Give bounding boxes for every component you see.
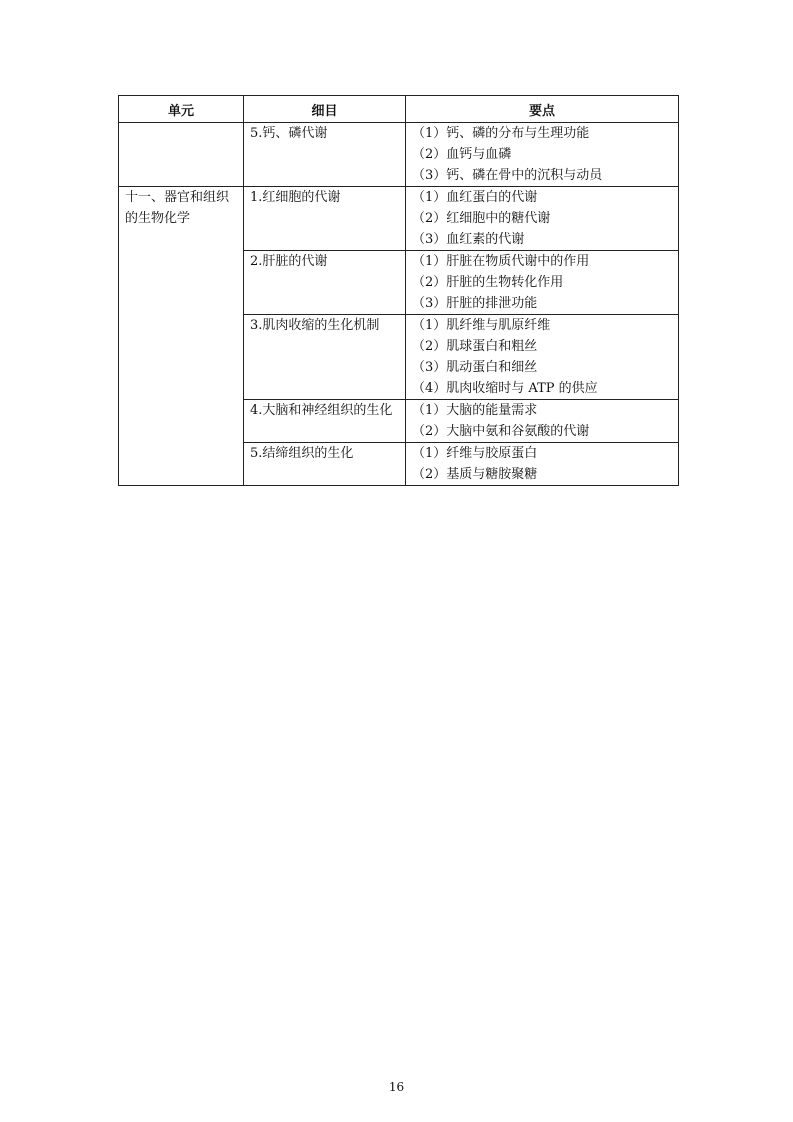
unit-cell (119, 187, 244, 486)
table-row (119, 187, 679, 251)
page-number: 16 (388, 1080, 405, 1094)
points-cell (406, 443, 679, 486)
points-cell (406, 123, 679, 187)
header-unit: 单元 (119, 96, 244, 123)
points-cell (406, 315, 679, 400)
point-text: （2）肝脏的生物转化作用 (412, 275, 564, 290)
point-text: （3）血红素的代谢 (412, 232, 525, 247)
point-text: （2）基质与糖胺聚糖 (412, 467, 538, 482)
unit-cell (119, 123, 244, 187)
item-text: 3.肌肉收缩的生化机制 (250, 318, 380, 333)
point-text: （3）钙、磷在骨中的沉积与动员 (412, 168, 603, 183)
unit-text: 十一、器官和组织的生物化学 (125, 190, 230, 226)
item-cell (244, 251, 406, 315)
point-text: （1）肌纤维与肌原纤维 (412, 318, 551, 333)
points-cell (406, 400, 679, 443)
point-text: （2）大脑中氨和谷氨酸的代谢 (412, 424, 590, 439)
point-text: （4）肌肉收缩时与 ATP 的供应 (412, 381, 598, 396)
item-text: 2.肝脏的代谢 (250, 254, 328, 269)
item-text: 5.结缔组织的生化 (250, 446, 354, 461)
item-text: 5.钙、磷代谢 (250, 126, 328, 141)
point-text: （2）肌球蛋白和粗丝 (412, 339, 538, 354)
header-item: 细目 (244, 96, 406, 123)
point-text: （2）红细胞中的糖代谢 (412, 211, 551, 226)
points-cell (406, 187, 679, 251)
item-cell (244, 400, 406, 443)
table-header-row (119, 96, 679, 123)
point-text: （1）血红蛋白的代谢 (412, 190, 538, 205)
point-text: （2）血钙与血磷 (412, 147, 512, 162)
points-cell (406, 251, 679, 315)
item-cell (244, 315, 406, 400)
point-text: （1）纤维与胶原蛋白 (412, 446, 538, 461)
header-points: 要点 (406, 96, 679, 123)
table-row (119, 123, 679, 187)
point-text: （1）大脑的能量需求 (412, 403, 538, 418)
point-text: （3）肝脏的排泄功能 (412, 296, 538, 311)
point-text: （1）肝脏在物质代谢中的作用 (412, 254, 590, 269)
item-text: 1.红细胞的代谢 (250, 190, 341, 205)
item-cell (244, 123, 406, 187)
point-text: （3）肌动蛋白和细丝 (412, 360, 538, 375)
syllabus-table (118, 95, 679, 486)
item-text: 4.大脑和神经组织的生化 (250, 403, 393, 418)
point-text: （1）钙、磷的分布与生理功能 (412, 126, 590, 141)
item-cell (244, 443, 406, 486)
item-cell (244, 187, 406, 251)
